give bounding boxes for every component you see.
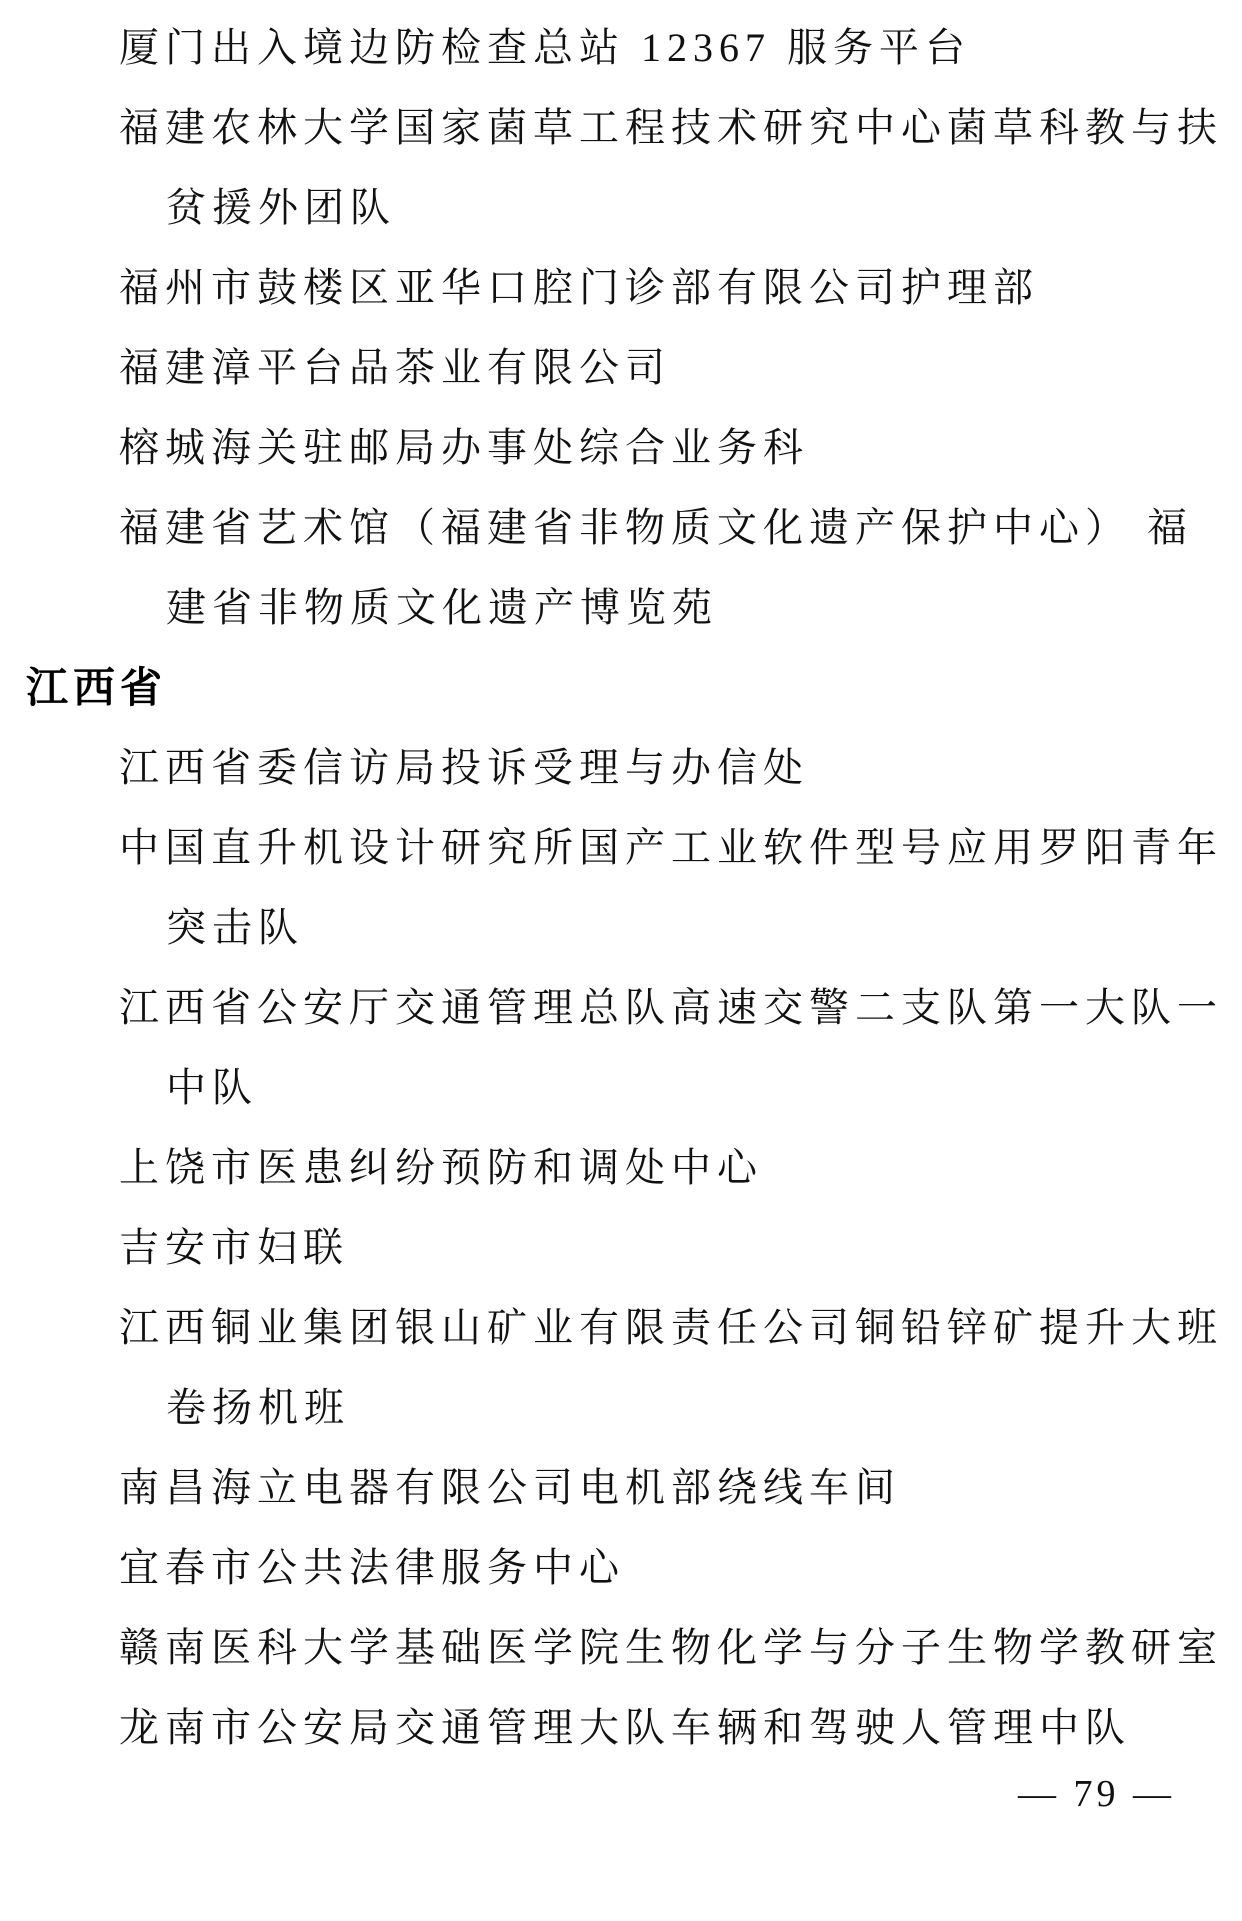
entry-line: 江西省委信访局投诉受理与办信处 — [119, 745, 809, 790]
organization-entry — [0, 248, 1242, 328]
entry-line: 榕城海关驻邮局办事处综合业务科 — [119, 425, 809, 470]
organization-entry — [0, 1208, 1242, 1288]
organization-entry — [0, 8, 1242, 88]
entry-line: 江西省公安厅交通管理总队高速交警二支队第一大队一 — [119, 985, 1223, 1030]
organization-entry — [0, 1608, 1242, 1688]
entry-line: 吉安市妇联 — [119, 1225, 349, 1270]
entry-line: 龙南市公安局交通管理大队车辆和驾驶人管理中队 — [119, 1705, 1131, 1750]
entry-line-continuation: 突击队 — [166, 905, 304, 950]
entry-line: 江西铜业集团银山矿业有限责任公司铜铅锌矿提升大班 — [119, 1305, 1223, 1350]
entry-line: 厦门出入境边防检查总站 12367 服务平台 — [119, 25, 971, 70]
organization-entry — [0, 408, 1242, 488]
organization-entry — [0, 728, 1242, 808]
organization-entry — [0, 88, 1242, 248]
organization-entry — [0, 1528, 1242, 1608]
organization-entry — [0, 808, 1242, 968]
entry-line-continuation: 中队 — [166, 1065, 258, 1110]
entry-line: 福建漳平台品茶业有限公司 — [119, 345, 671, 390]
organization-entry — [0, 328, 1242, 408]
entry-line-continuation: 建省非物质文化遗产博览苑 — [166, 585, 718, 630]
organization-entry — [0, 1688, 1242, 1768]
organization-entry — [0, 1448, 1242, 1528]
entry-line: 福州市鼓楼区亚华口腔门诊部有限公司护理部 — [119, 265, 1039, 310]
page-number: — 79 — — [1018, 1773, 1175, 1815]
organization-entry — [0, 968, 1242, 1128]
entry-line: 福建省艺术馆（福建省非物质文化遗产保护中心） 福 — [119, 505, 1193, 550]
entry-line: 福建农林大学国家菌草工程技术研究中心菌草科教与扶 — [119, 105, 1223, 150]
organization-entry — [0, 488, 1242, 648]
organization-entry — [0, 1288, 1242, 1448]
entry-line-continuation: 卷扬机班 — [166, 1385, 350, 1430]
entry-line: 南昌海立电器有限公司电机部绕线车间 — [119, 1465, 901, 1510]
organization-entry — [0, 1128, 1242, 1208]
entry-line: 宜春市公共法律服务中心 — [119, 1545, 625, 1590]
entry-line-continuation: 贫援外团队 — [166, 185, 396, 230]
entry-line: 赣南医科大学基础医学院生物化学与分子生物学教研室 — [119, 1625, 1223, 1670]
entry-line: 中国直升机设计研究所国产工业软件型号应用罗阳青年 — [119, 825, 1223, 870]
province-header: 江西省 — [26, 664, 168, 711]
entry-line: 上饶市医患纠纷预防和调处中心 — [119, 1145, 763, 1190]
